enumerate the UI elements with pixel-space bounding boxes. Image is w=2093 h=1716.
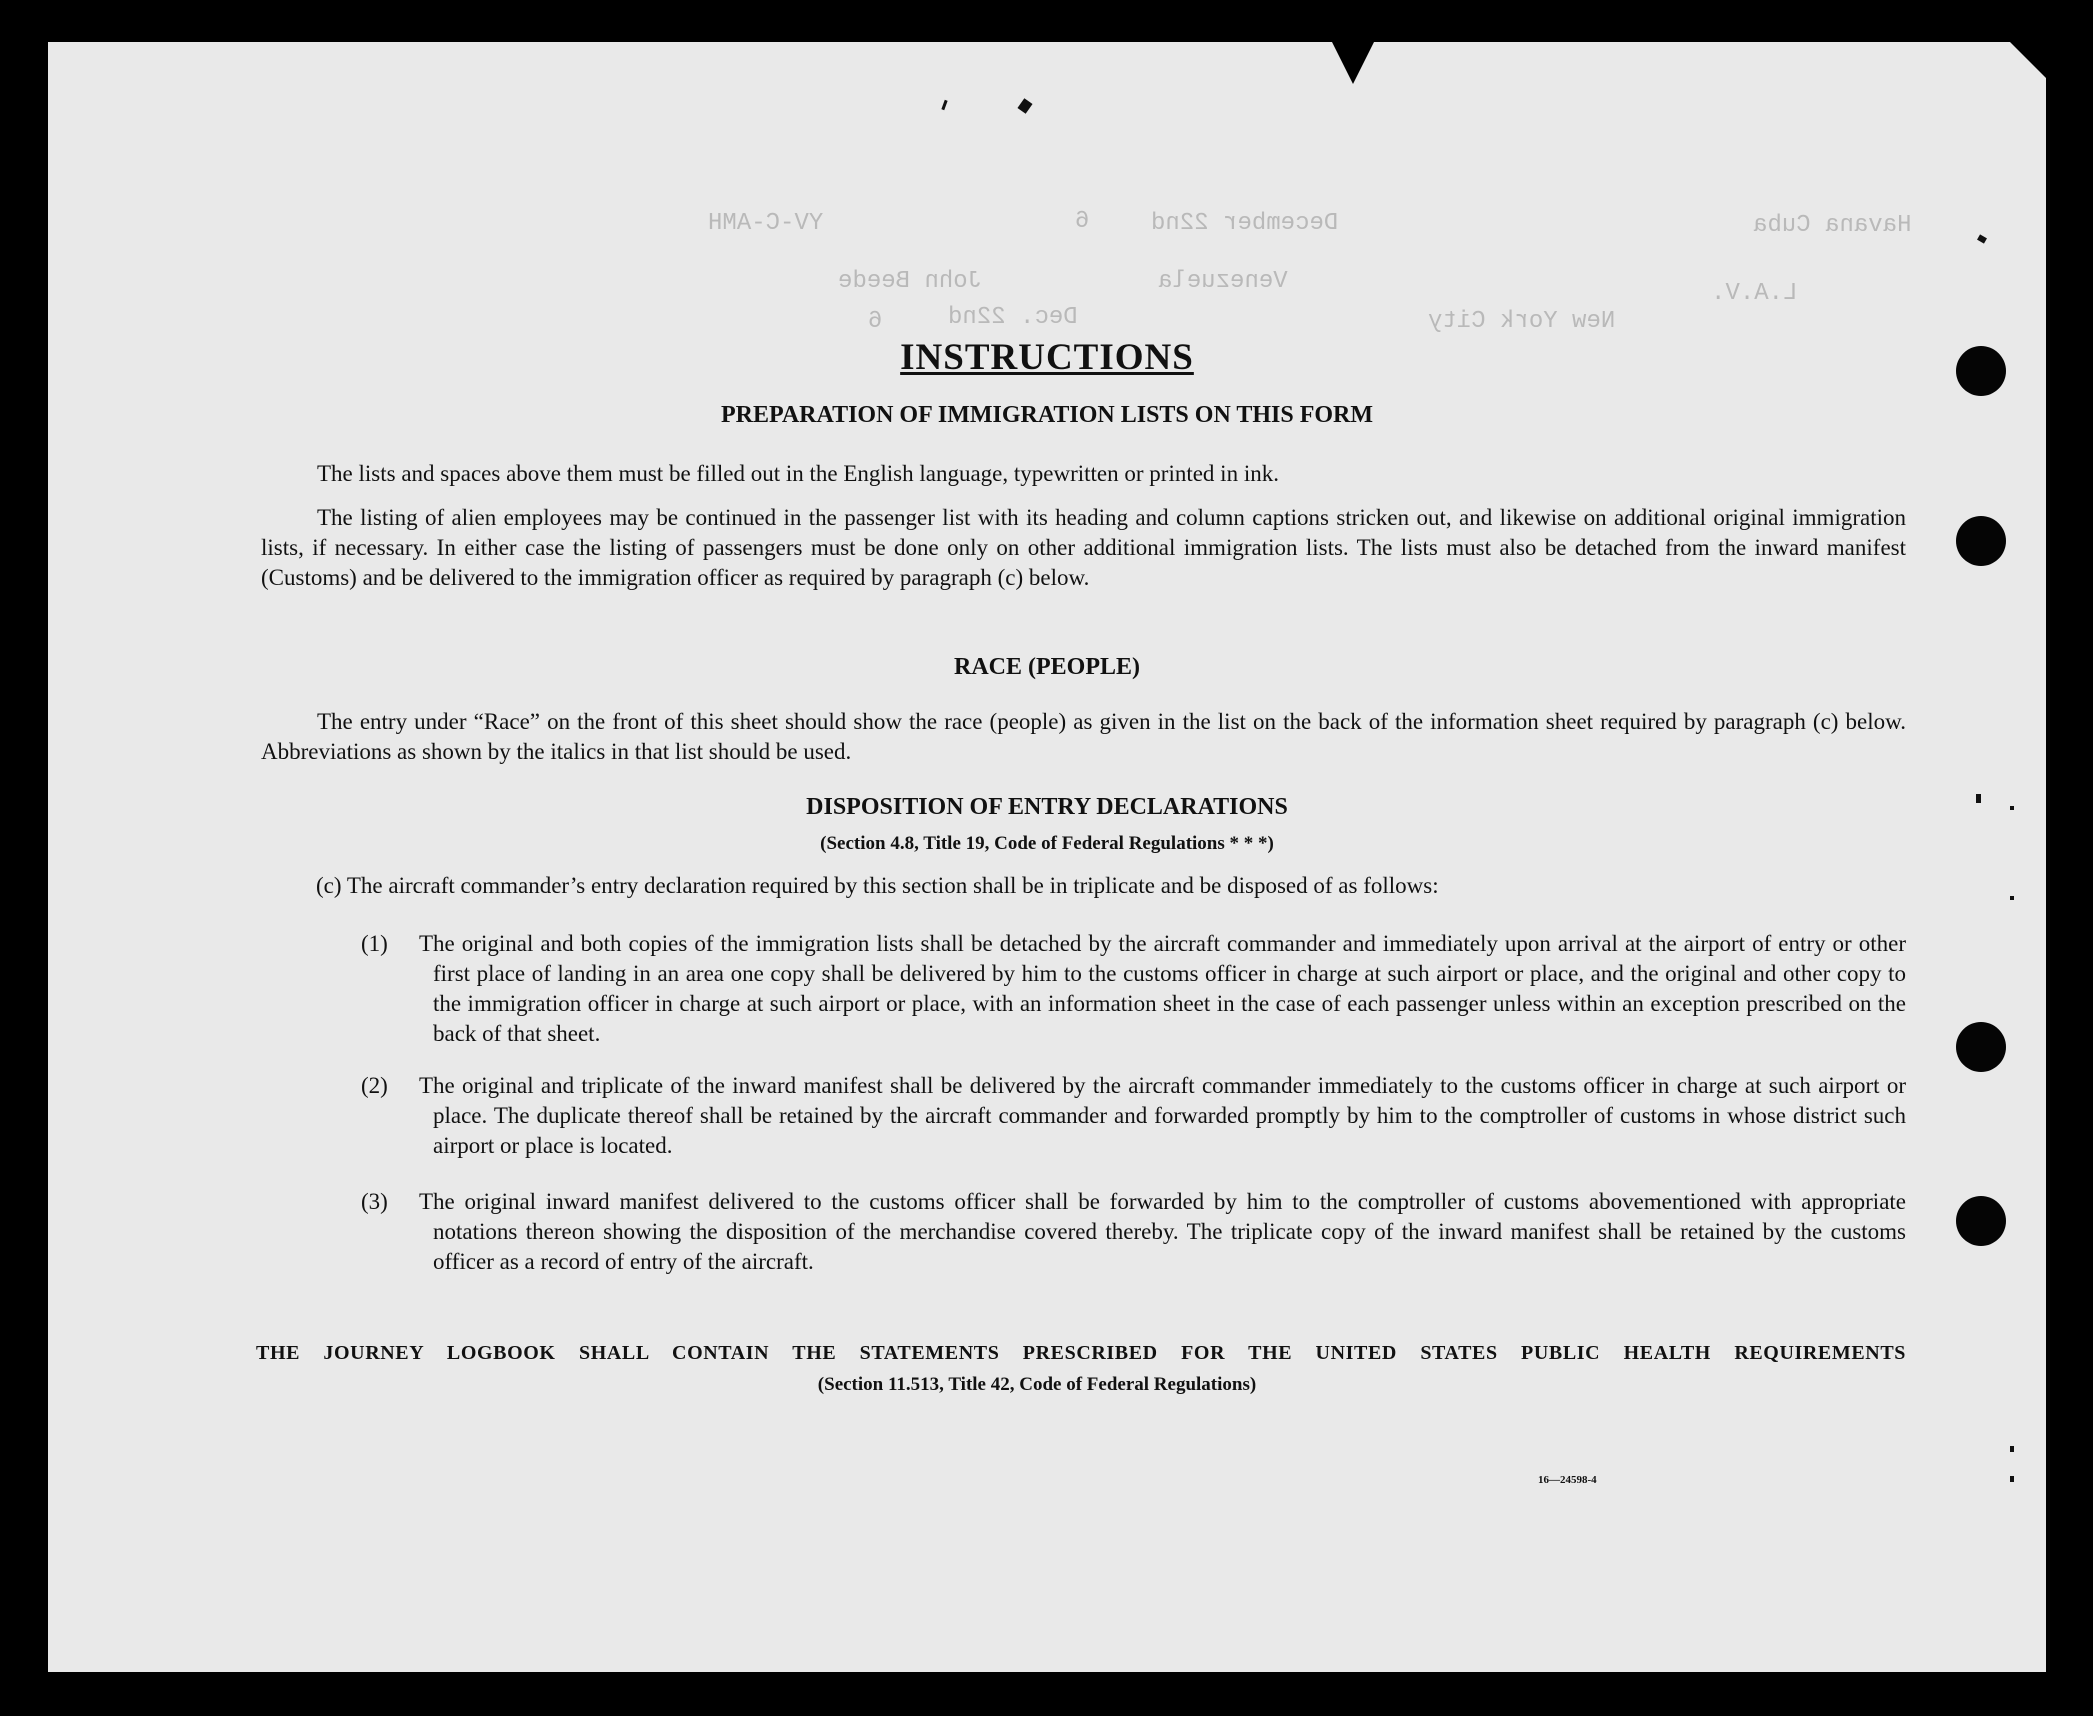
ink-speck bbox=[1977, 234, 1987, 243]
document-title: INSTRUCTIONS bbox=[900, 337, 1194, 378]
list-item-number: (2) bbox=[361, 1073, 388, 1098]
public-health-statement: THE JOURNEY LOGBOOK SHALL CONTAIN THE STATEMENTS PRESCRIBED FOR THE UNITED STATES PUBLIC HEALTH REQUIREMENTS bbox=[256, 1342, 1906, 1364]
paragraph-intro-c: (c) The aircraft commander’s entry declaration required by this section shall be in triplicate and be disposed of as follows: bbox=[316, 873, 1439, 898]
show-through-text: Venezuela bbox=[1158, 268, 1288, 295]
show-through-text: 6 bbox=[1075, 208, 1090, 235]
list-item-text: The original inward manifest delivered to the customs officer shall be forwarded by him to the comptroller of customs abovementioned with appropriate notations thereon showing the disposition of the merchandise covered thereby. The triplicate copy of the inward manifest shall be retained by the customs officer as a record of entry of the aircraft. bbox=[419, 1189, 1906, 1274]
section-heading-disposition: DISPOSITION OF ENTRY DECLARATIONS bbox=[806, 794, 1288, 820]
list-item bbox=[361, 1187, 1906, 1277]
paragraph-alien-employees: The listing of alien employees may be continued in the passenger list with its heading and column captions stricken out, and likewise on additional original immigration lists, if necessary. In either case the listing of passengers must be done only on other additional immigration lists. The lists must also be detached from the inward manifest (Customs) and be delivered to the immigration officer as required by paragraph (c) below. bbox=[261, 505, 1906, 590]
public-health-citation: (Section 11.513, Title 42, Code of Federal Regulations) bbox=[817, 1374, 1257, 1395]
punch-hole bbox=[1956, 1196, 2006, 1246]
paragraph-race: The entry under “Race” on the front of this sheet should show the race (people) as given in the list on the back of the information sheet required by paragraph (c) below. Abbreviations as shown by the italics in that list should be used. bbox=[261, 709, 1906, 764]
list-item-number: (1) bbox=[361, 931, 388, 956]
document-page bbox=[48, 42, 2046, 1672]
page-tear bbox=[1331, 40, 1375, 84]
punch-hole bbox=[1956, 1022, 2006, 1072]
show-through-text: 6 bbox=[868, 308, 883, 335]
show-through-text: Dec. 22nd bbox=[948, 304, 1078, 331]
list-item-text: The original and triplicate of the inward manifest shall be delivered by the aircraft commander immediately to the customs officer in charge at such airport or place. The duplicate thereof shall be retained by the aircraft commander and forwarded promptly by him to the comptroller of customs in whose district such airport or place is located. bbox=[419, 1073, 1906, 1158]
punch-hole bbox=[1956, 516, 2006, 566]
form-number: 16—24598-4 bbox=[1538, 1474, 1597, 1486]
ink-speck bbox=[2010, 1476, 2014, 1482]
list-item-number: (3) bbox=[361, 1189, 388, 1214]
list-item bbox=[361, 1071, 1906, 1161]
ink-speck bbox=[1017, 98, 1032, 114]
show-through-text: New York City bbox=[1428, 308, 1616, 335]
show-through-text: December 22nd bbox=[1151, 210, 1339, 237]
page-corner bbox=[2008, 40, 2048, 80]
show-through-text: Havana Cuba bbox=[1753, 212, 1912, 239]
list-item bbox=[361, 929, 1906, 1049]
paragraph-english-language: The lists and spaces above them must be filled out in the English language, typewritten or printed in ink. bbox=[317, 461, 1279, 486]
section-heading-race: RACE (PEOPLE) bbox=[954, 654, 1140, 680]
ink-speck bbox=[2010, 1446, 2014, 1452]
ink-speck bbox=[2010, 896, 2014, 900]
show-through-text: John Beede bbox=[838, 268, 983, 295]
ink-speck bbox=[941, 100, 947, 110]
list-item-text: The original and both copies of the immigration lists shall be detached by the aircraft commander and immediately upon arrival at the airport of entry or other first place of landing in an area one copy shall be delivered by him to the customs officer in charge at such airport or place, and the original and other copy to the immigration officer in charge at such airport or place, with an information sheet in the case of each passenger unless within an exception prescribed on the back of that sheet. bbox=[419, 931, 1906, 1046]
section-citation: (Section 4.8, Title 19, Code of Federal Regulations * * *) bbox=[820, 833, 1274, 854]
show-through-text: L.A.V. bbox=[1711, 280, 1798, 307]
show-through-text: YV-C-AMH bbox=[708, 210, 824, 237]
section-heading-preparation: PREPARATION OF IMMIGRATION LISTS ON THIS FORM bbox=[720, 402, 1374, 428]
